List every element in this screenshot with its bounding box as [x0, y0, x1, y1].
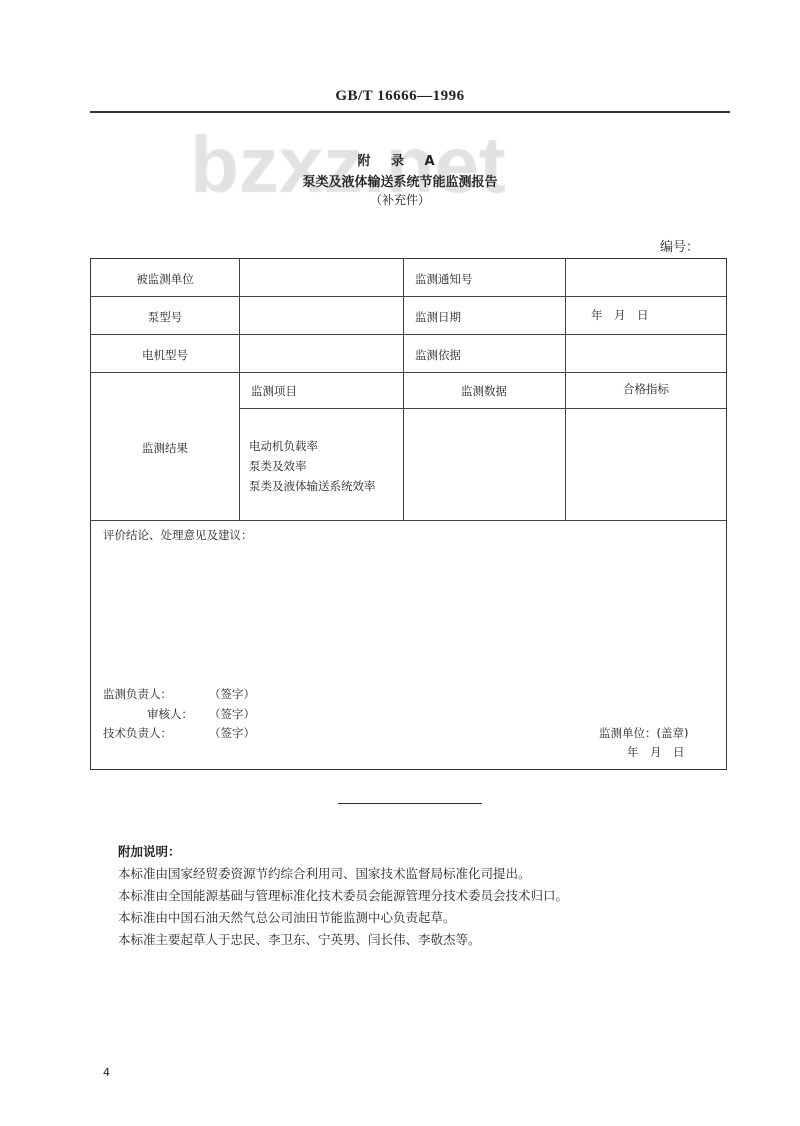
notice-number-label: 监测通知号 [415, 272, 473, 286]
monitor-date-label: 监测日期 [415, 310, 461, 324]
note-line: 本标准由中国石油天然气总公司油田节能监测中心负责起草。 [118, 910, 456, 925]
appendix-label: 附 录 A [357, 154, 443, 169]
signature-role: 审核人： [147, 707, 193, 721]
unit-stamp-label: 监测单位：(盖章) [599, 726, 689, 740]
comments-label: 评价结论、处理意见及建议： [103, 528, 253, 542]
row-divider [91, 296, 726, 297]
motor-model-label: 电机型号 [142, 348, 188, 362]
page-number: 4 [103, 1066, 110, 1079]
row-divider [91, 334, 726, 335]
monitored-unit-label: 被监测单位 [136, 272, 194, 286]
page-title: 泵类及液体输送系统节能监测报告 [302, 175, 498, 190]
row-divider [91, 520, 726, 521]
divider [338, 803, 482, 804]
note-line: 本标准由全国能源基础与管理标准化技术委员会能源管理分技术委员会技术归口。 [118, 888, 569, 903]
results-header-item: 监测项目 [251, 384, 297, 398]
results-header-standard: 合格指标 [623, 382, 669, 396]
note-line: 本标准主要起草人于忠民、李卫东、宁英男、闫长伟、李敬杰等。 [118, 932, 481, 947]
stamp-date: 年 月 日 [627, 745, 685, 759]
monitor-date-value: 年 月 日 [591, 308, 649, 322]
note-line: 本标准由国家经贸委资源节约综合利用司、国家技术监督局标准化司提出。 [118, 866, 531, 881]
report-form-table [90, 258, 727, 770]
page-subtitle: （补充件） [369, 193, 430, 207]
signature-role: 监测负责人： [103, 687, 172, 701]
result-item: 泵类及液体输送系统效率 [249, 479, 376, 493]
results-label: 监测结果 [142, 441, 188, 455]
row-divider [91, 372, 726, 373]
notes-title: 附加说明： [118, 844, 181, 859]
signature-field: （签字） [209, 687, 255, 701]
results-header-data: 监测数据 [461, 384, 507, 398]
signature-field: （签字） [209, 707, 255, 721]
signature-role: 技术负责人： [103, 726, 172, 740]
result-item: 泵类及效率 [249, 459, 307, 473]
pump-model-label: 泵型号 [147, 310, 183, 324]
monitor-basis-label: 监测依据 [415, 348, 461, 362]
row-divider [239, 408, 726, 409]
result-item: 电动机负载率 [249, 439, 318, 453]
column-divider [239, 259, 240, 520]
header-rule [90, 111, 730, 113]
standard-number: GB/T 16666—1996 [335, 88, 465, 104]
signature-field: （签字） [209, 726, 255, 740]
serial-number-label: 编号： [660, 240, 700, 255]
